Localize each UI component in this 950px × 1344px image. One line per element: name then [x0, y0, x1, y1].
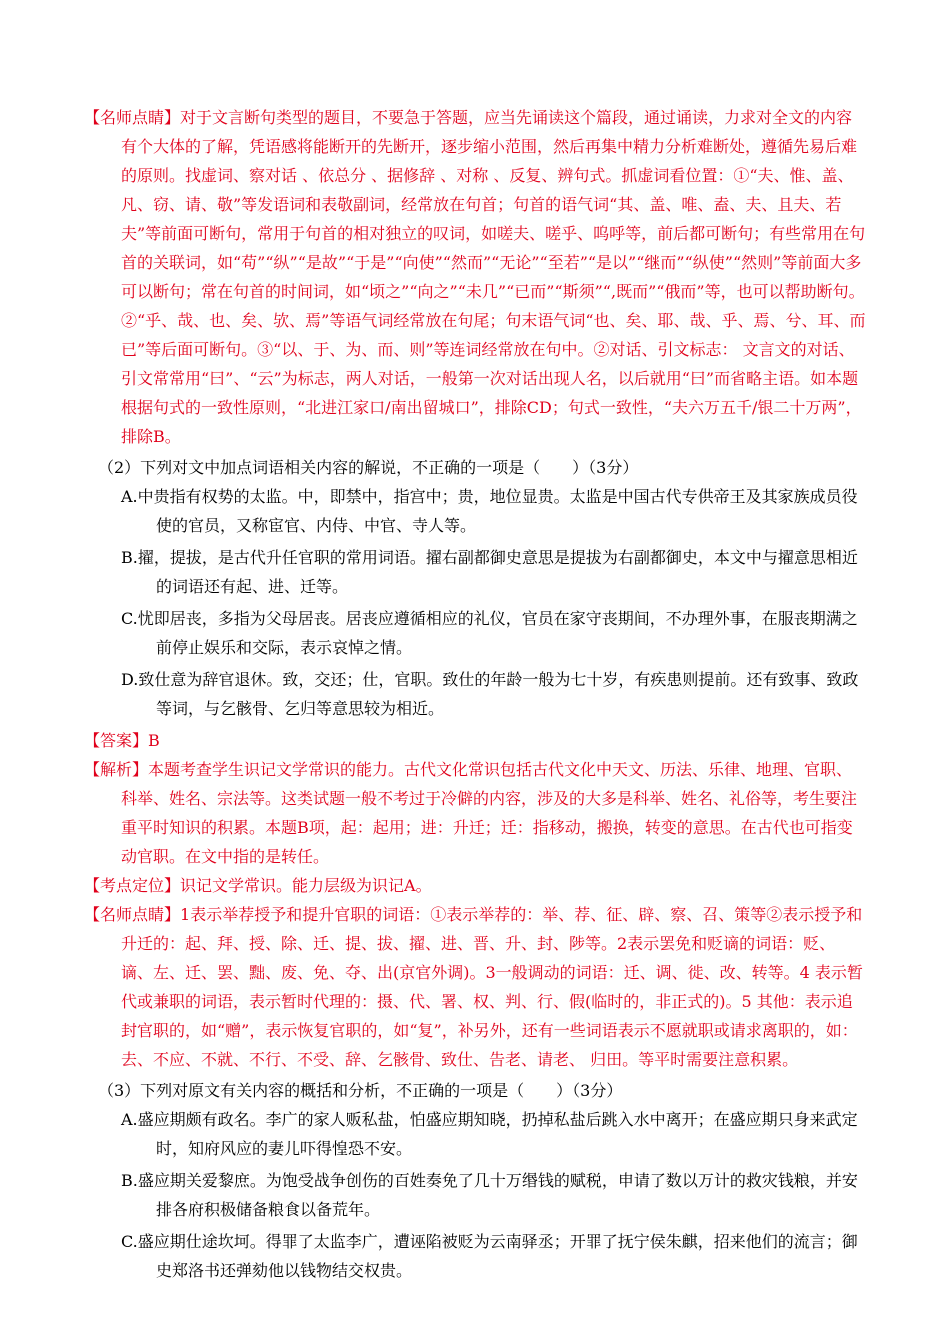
question-2-options [84, 482, 866, 723]
question-2-stem: （2）下列对文中加点词语相关内容的解说，不正确的一项是（ ）（3分） [98, 458, 639, 477]
question-3-option-b: B.盛应期关爱黎庶。为饱受战争创伤的百姓奏免了几十万缗钱的赋税，申请了数以万计的救灾钱粮，并安排各府积极储备粮食以备荒年。 [121, 1171, 858, 1219]
teacher-tip-1-text: 对于文言断句类型的题目，不要急于答题，应当先诵读这个篇段，通过诵读，力求对全文的内容有个大体的了解，凭语感将能断开的先断开，逐步缩小范围，然后再集中精力分析难断处，遵循先易后难的原则。找虚词、察对话 、依总分 、据修辞 、对称 、反复、辨句式。抓虚词看位置：①“夫、惟、盖、凡、窃、请、敬”等发语词和表敬副词，经常放在句首；句首的语气词“其、盖、唯、盍、夫、且夫、若夫”等前面可断句，常用于句首的相对独立的叹词，如嗟夫、嗟乎、呜呼等，前后都可断句；有些常用在句首的关联词，如“苟”“纵”“是故”“于是”“向使”“然而”“无论”“至若”“是以”“继而”“纵使”“然则”等前面大多可以断句；常在句首的时间词，如“顷之”“向之”“未几”“已而”“斯须”“,既而”“俄而”等，也可以帮助断句。②“乎、哉、也、矣、欤、焉”等语气词经常放在句尾；句末语气词“也、矣、耶、哉、乎、焉、兮、耳、而已”等后面可断句。③“以、于、为、而、则”等连词经常放在句中。②对话、引文标志： 文言文的对话、引文常常用“曰”、“云”为标志，两人对话，一般第一次对话出现人名，以后就用“曰”而省略主语。如本题根据句式的一致性原则，“北进江家口/南出留城口”，排除CD；句式一致性，“夫六万五千/银二十万两”，排除B。 [121, 108, 866, 446]
exam-point-text: 识记文学常识。能力层级为识记A。 [180, 876, 432, 895]
question-2-option-d: D.致仕意为辞官退休。致，交还；仕，官职。致仕的年龄一般为七十岁，有疾患则提前。还有致事、致政等词，与乞骸骨、乞归等意思较为相近。 [121, 670, 859, 718]
teacher-tip-2-text: 1表示举荐授予和提升官职的词语：①表示举荐的：举、荐、征、辟、察、召、策等②表示授予和升迁的：起、拜、授、除、迁、提、拔、擢、进、晋、升、封、陟等。2表示罢免和贬谪的词语：贬、谪、左、迁、罢、黜、废、免、夺、出(京官外调)。3一般调动的词语：迁、调、徙、改、转等。4 表示暂代或兼职的词语，表示暂时代理的：摄、代、署、权、判、行、假(临时的，非正式的)。5 其他：表示追封官职的，如“赠”，表示恢复官职的，如“复”，补另外，还有一些词语表示不愿就职或请求离职的，如：去、不应、不就、不行、不受、辞、乞骸骨、致仕、告老、请老、 归田。等平时需要注意积累。 [121, 905, 863, 1069]
teacher-tip-2 [84, 900, 866, 1074]
teacher-tip-1-tag: 【名师点睛】 [84, 108, 181, 127]
analysis-tag: 【解析】 [84, 760, 149, 779]
question-3-option-c: C.盛应期仕途坎坷。得罪了太监李广，遭诬陷被贬为云南驿丞；开罪了抚宁侯朱麒，招来他们的流言；御史郑洛书还弹劾他以钱物结交权贵。 [121, 1232, 858, 1280]
question-3-options [84, 1105, 866, 1285]
question-3-option-a: A.盛应期颇有政名。李广的家人贩私盐，怕盛应期知晓，扔掉私盐后跳入水中离开；在盛应期只身来武定时，知府风应的妻儿吓得惶恐不安。 [121, 1110, 858, 1158]
teacher-tip-2-tag: 【名师点睛】 [84, 905, 181, 924]
question-3-stem: （3）下列对原文有关内容的概括和分析，不正确的一项是（ ）（3分） [98, 1081, 623, 1100]
question-2-option-c: C.忧即居丧，多指为父母居丧。居丧应遵循相应的礼仪，官员在家守丧期间，不办理外事，在服丧期满之前停止娱乐和交际，表示哀悼之情。 [121, 609, 858, 657]
analysis-text: 本题考查学生识记文学常识的能力。古代文化常识包括古代文化中天文、历法、乐律、地理、官职、科举、姓名、宗法等。这类试题一般不考过于冷僻的内容，涉及的大多是科举、姓名、礼俗等，考生要注重平时知识的积累。本题B项，起：起用；进：升迁；迁：指移动，搬换，转变的意思。在古代也可指变动官职。在文中指的是转任。 [121, 760, 858, 866]
answer [84, 726, 866, 755]
exam-point-tag: 【考点定位】 [84, 876, 181, 895]
answer-text: B [148, 731, 160, 750]
teacher-tip-1 [84, 103, 866, 451]
document-page [84, 103, 866, 1288]
question-2-option-a: A.中贵指有权势的太监。中，即禁中，指宫中；贵，地位显贵。太监是中国古代专供帝王及其家族成员役使的官员，又称宦官、内侍、中官、寺人等。 [121, 487, 858, 535]
analysis [84, 755, 866, 871]
question-2-option-b: B.擢，提拔，是古代升任官职的常用词语。擢右副都御史意思是提拔为右副都御史，本文中与擢意思相近的词语还有起、进、迁等。 [121, 548, 858, 596]
exam-point [84, 871, 866, 900]
answer-tag: 【答案】 [84, 731, 149, 750]
